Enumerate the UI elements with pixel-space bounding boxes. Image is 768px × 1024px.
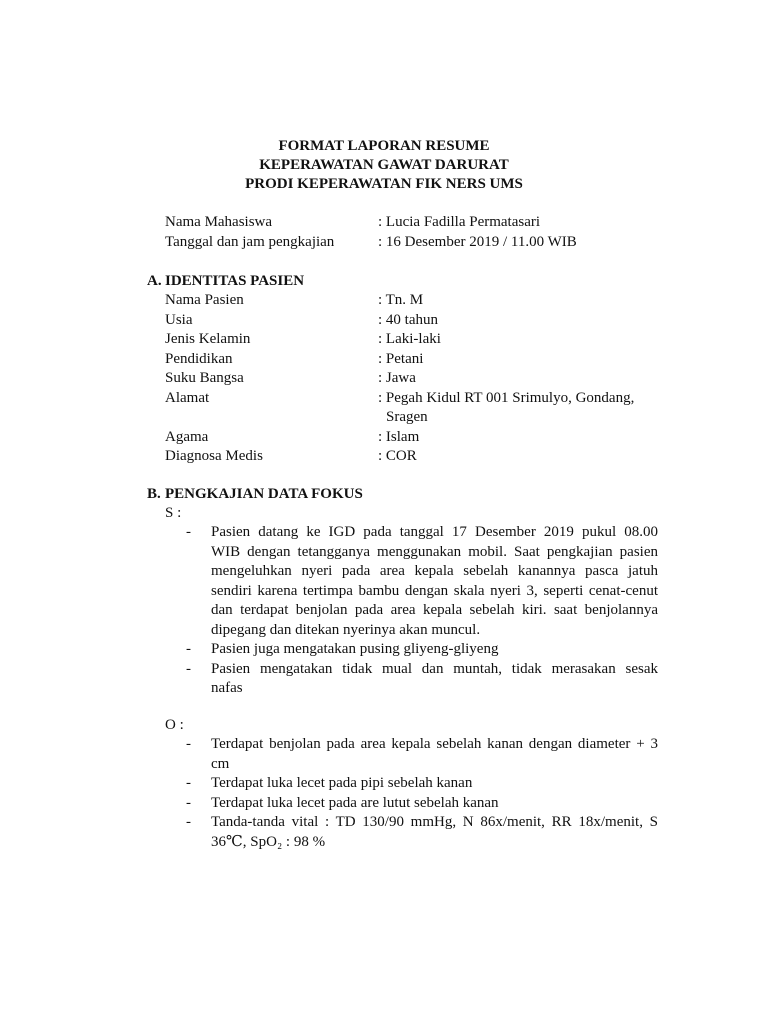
identity-label: Nama Pasien: [165, 292, 244, 308]
info-label: Nama Mahasiswa: [165, 214, 273, 230]
section-b-heading: [147, 485, 363, 505]
identity-value: : Laki-laki: [378, 331, 441, 347]
section-letter: A.: [147, 273, 162, 289]
identity-value: : Islam: [378, 428, 420, 445]
identity-label: Pendidikan: [165, 350, 233, 367]
list-item: [186, 774, 658, 794]
identity-value: : 40 tahun: [378, 311, 438, 328]
section-a-heading: [147, 272, 304, 292]
info-value: : 16 Desember 2019 / 11.00 WIB: [378, 233, 577, 250]
list-item-line: WIB dengan tetangganya menggunakan mobil. Saat pengkajian pasien: [211, 543, 658, 560]
subjective-label: S :: [165, 505, 182, 521]
list-item-line: dipegang dan ditekan nyerinya akan muncul.: [211, 621, 481, 638]
bullet-dash: -: [186, 814, 191, 830]
section-title: IDENTITAS PASIEN: [165, 273, 305, 289]
list-item-line: Terdapat benjolan pada area kepala sebelah kanan dengan diameter + 3: [211, 736, 658, 752]
list-item-line: 36℃, SpO₂ : 98 %: [211, 833, 326, 850]
list-item-line: dan terdapat benjolan pada area kepala sebelah kiri. saat benjolannya: [211, 602, 658, 618]
list-item: [186, 794, 658, 814]
list-item-line: nafas: [211, 680, 243, 696]
list-item-line: Pasien mengatakan tidak mual dan muntah, tidak merasakan sesak: [211, 660, 658, 677]
list-item-line: Pasien juga mengatakan pusing gliyeng-gliyeng: [211, 641, 499, 657]
list-item-line: sendiri karena tertimpa bambu dengan skala nyeri 3, seperti cenat-cenut: [211, 582, 658, 599]
objective-label: O :: [165, 717, 184, 733]
list-item-line: Pasien datang ke IGD pada tanggal 17 Desember 2019 pukul 08.00: [211, 524, 658, 540]
info-value: : Lucia Fadilla Permatasari: [378, 214, 541, 230]
identity-value: : Petani: [378, 350, 424, 367]
list-item: [186, 640, 658, 660]
list-item-line: Terdapat luka lecet pada pipi sebelah kanan: [211, 775, 473, 791]
list-item: [186, 523, 658, 640]
title-line-2: KEPERAWATAN GAWAT DARURAT: [259, 157, 509, 173]
identity-value-continuation: Sragen: [386, 409, 428, 425]
identity-value: : Pegah Kidul RT 001 Srimulyo, Gondang,: [378, 389, 635, 406]
identity-value: : Jawa: [378, 370, 416, 386]
identity-value: : COR: [378, 448, 417, 464]
bullet-dash: -: [186, 641, 191, 657]
list-item-line: Terdapat luka lecet pada are lutut sebelah kanan: [211, 794, 499, 811]
identity-label: Jenis Kelamin: [165, 331, 251, 347]
list-item: [186, 735, 658, 774]
list-item: [186, 660, 658, 699]
identity-label: Suku Bangsa: [165, 370, 244, 386]
document-title: [0, 137, 768, 194]
title-line-1: FORMAT LAPORAN RESUME: [278, 138, 490, 154]
bullet-dash: -: [186, 794, 191, 811]
objective-list: [186, 735, 658, 852]
identity-label: Diagnosa Medis: [165, 448, 263, 464]
list-item-line: Tanda-tanda vital : TD 130/90 mmHg, N 86x/menit, RR 18x/menit, S: [211, 814, 658, 830]
section-title: PENGKAJIAN DATA FOKUS: [165, 486, 363, 502]
list-item: [186, 813, 658, 852]
bullet-dash: -: [186, 524, 191, 540]
list-item-line: cm: [211, 755, 230, 772]
bullet-dash: -: [186, 660, 191, 677]
bullet-dash: -: [186, 736, 191, 752]
identity-label: Agama: [165, 428, 209, 445]
bullet-dash: -: [186, 775, 191, 791]
identity-label: Usia: [165, 311, 193, 328]
section-letter: B.: [147, 486, 161, 502]
list-item-line: mengeluhkan nyeri pada area kepala sebelah kanannya pasca jatuh: [211, 563, 658, 579]
info-label: Tanggal dan jam pengkajian: [165, 233, 335, 250]
identity-value: : Tn. M: [378, 292, 424, 308]
title-line-3: PRODI KEPERAWATAN FIK NERS UMS: [245, 176, 523, 192]
identity-label: Alamat: [165, 389, 210, 406]
subjective-list: [186, 523, 658, 699]
